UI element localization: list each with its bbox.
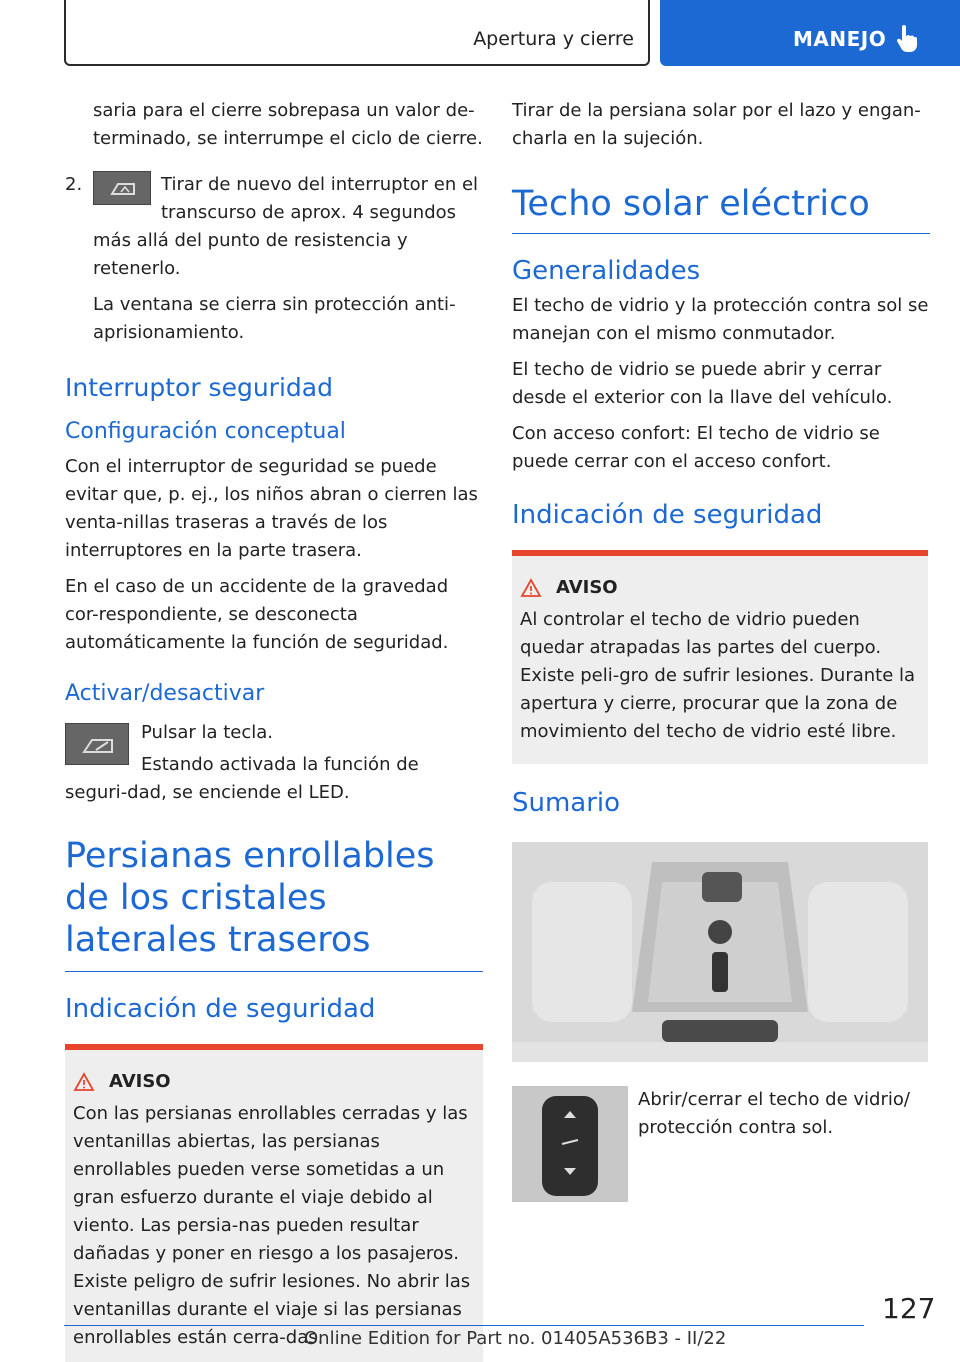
heading-indicacion-left: Indicación de seguridad: [65, 994, 376, 1024]
header-tab-label: MANEJO: [793, 27, 887, 51]
heading-persianas: Persianas enrollables de los cristales laterales traseros: [65, 835, 483, 972]
heading-config: Configuración conceptual: [65, 419, 346, 444]
paragraph-gen-2: El techo de vidrio se puede abrir y cerrar desde el exterior con la llave del vehículo.: [512, 359, 893, 408]
heading-interruptor: Interruptor seguridad: [65, 373, 333, 402]
header-section-box: [64, 0, 650, 66]
safety-switch-block: [65, 719, 483, 807]
warning-label: AVISO: [109, 1071, 171, 1092]
warning-box-right: [512, 550, 928, 764]
paragraph-config-1: Con el interruptor de seguridad se puede evitar que, p. ej., los niños abran o cierren las venta-nillas traseras a través de los interruptores en la parte trasera.: [65, 456, 478, 561]
heading-activar: Activar/desactivar: [65, 681, 265, 706]
step-2-text: Tirar de nuevo del interruptor en el transcurso de aprox. 4 segundos más allá del punto de resistencia y retenerlo.: [93, 174, 479, 279]
window-switch-icon: [93, 171, 151, 205]
step-2: [65, 171, 483, 347]
footer-rule: [64, 1325, 864, 1326]
footer-edition: Online Edition for Part no. 01405A536B3 - II/22: [304, 1328, 727, 1349]
step-number: 2.: [65, 174, 83, 195]
warning-triangle-icon: [73, 1072, 95, 1092]
roof-switch-photo: [512, 1086, 628, 1202]
switch-detail-block: [512, 1086, 930, 1142]
paragraph-tirar: Tirar de la persiana solar por el lazo y engan-charla en la sujeción.: [512, 100, 921, 149]
step-2-note: La ventana se cierra sin protección anti-aprisionamiento.: [93, 294, 456, 343]
paragraph-abrir: Abrir/cerrar el techo de vidrio/ protección contra sol.: [638, 1089, 910, 1138]
warning-text: Al controlar el techo de vidrio pueden quedar atrapadas las partes del cuerpo. Existe peli-gro de sufrir lesiones. Durante la apertura y cierre, procurar que la zona de movimiento del techo de vidrio esté libre.: [520, 609, 916, 742]
paragraph-config-2: En el caso de un accidente de la gravedad cor-respondiente, se desconecta automáticamente la función de seguridad.: [65, 576, 449, 653]
paragraph-pulsar: Pulsar la tecla.: [141, 722, 274, 743]
warning-header: [73, 1068, 475, 1096]
header-section-title: Apertura y cierre: [473, 28, 634, 50]
heading-techo: Techo solar eléctrico: [512, 183, 930, 234]
heading-indicacion-right: Indicación de seguridad: [512, 500, 823, 530]
paragraph-continuation: saria para el cierre sobrepasa un valor de-terminado, se interrumpe el ciclo de cierre.: [93, 100, 483, 149]
left-column: [65, 97, 483, 1362]
warning-header: [520, 574, 920, 602]
right-column: [512, 97, 930, 1202]
hand-pointer-icon: [896, 25, 918, 57]
warning-text: Con las persianas enrollables cerradas y las ventanillas abiertas, las persianas enrollables pueden verse sometidas a un gran esfuerzo durante el viaje debido al viento. Las persia-nas pueden resultar dañadas y poner en riesgo a los pasajeros. Existe peligro de sufrir lesiones. No abrir las ventanillas durante el viaje si las persianas enrollables están cerra-das.: [73, 1103, 471, 1348]
warning-label: AVISO: [556, 577, 618, 598]
heading-generalidades: Generalidades: [512, 256, 701, 286]
heading-sumario: Sumario: [512, 788, 621, 818]
warning-triangle-icon: [520, 578, 542, 598]
paragraph-activada: Estando activada la función de seguri-dad, se enciende el LED.: [65, 754, 419, 803]
paragraph-gen-3: Con acceso confort: El techo de vidrio se puede cerrar con el acceso confort.: [512, 423, 880, 472]
paragraph-gen-1: El techo de vidrio y la protección contra sol se manejan con el mismo conmutador.: [512, 295, 929, 344]
safety-switch-icon[interactable]: [65, 723, 129, 765]
header-tab[interactable]: [660, 0, 960, 66]
page-number: 127: [882, 1292, 936, 1325]
warning-box-left: [65, 1044, 483, 1362]
roof-console-photo: [512, 842, 928, 1062]
